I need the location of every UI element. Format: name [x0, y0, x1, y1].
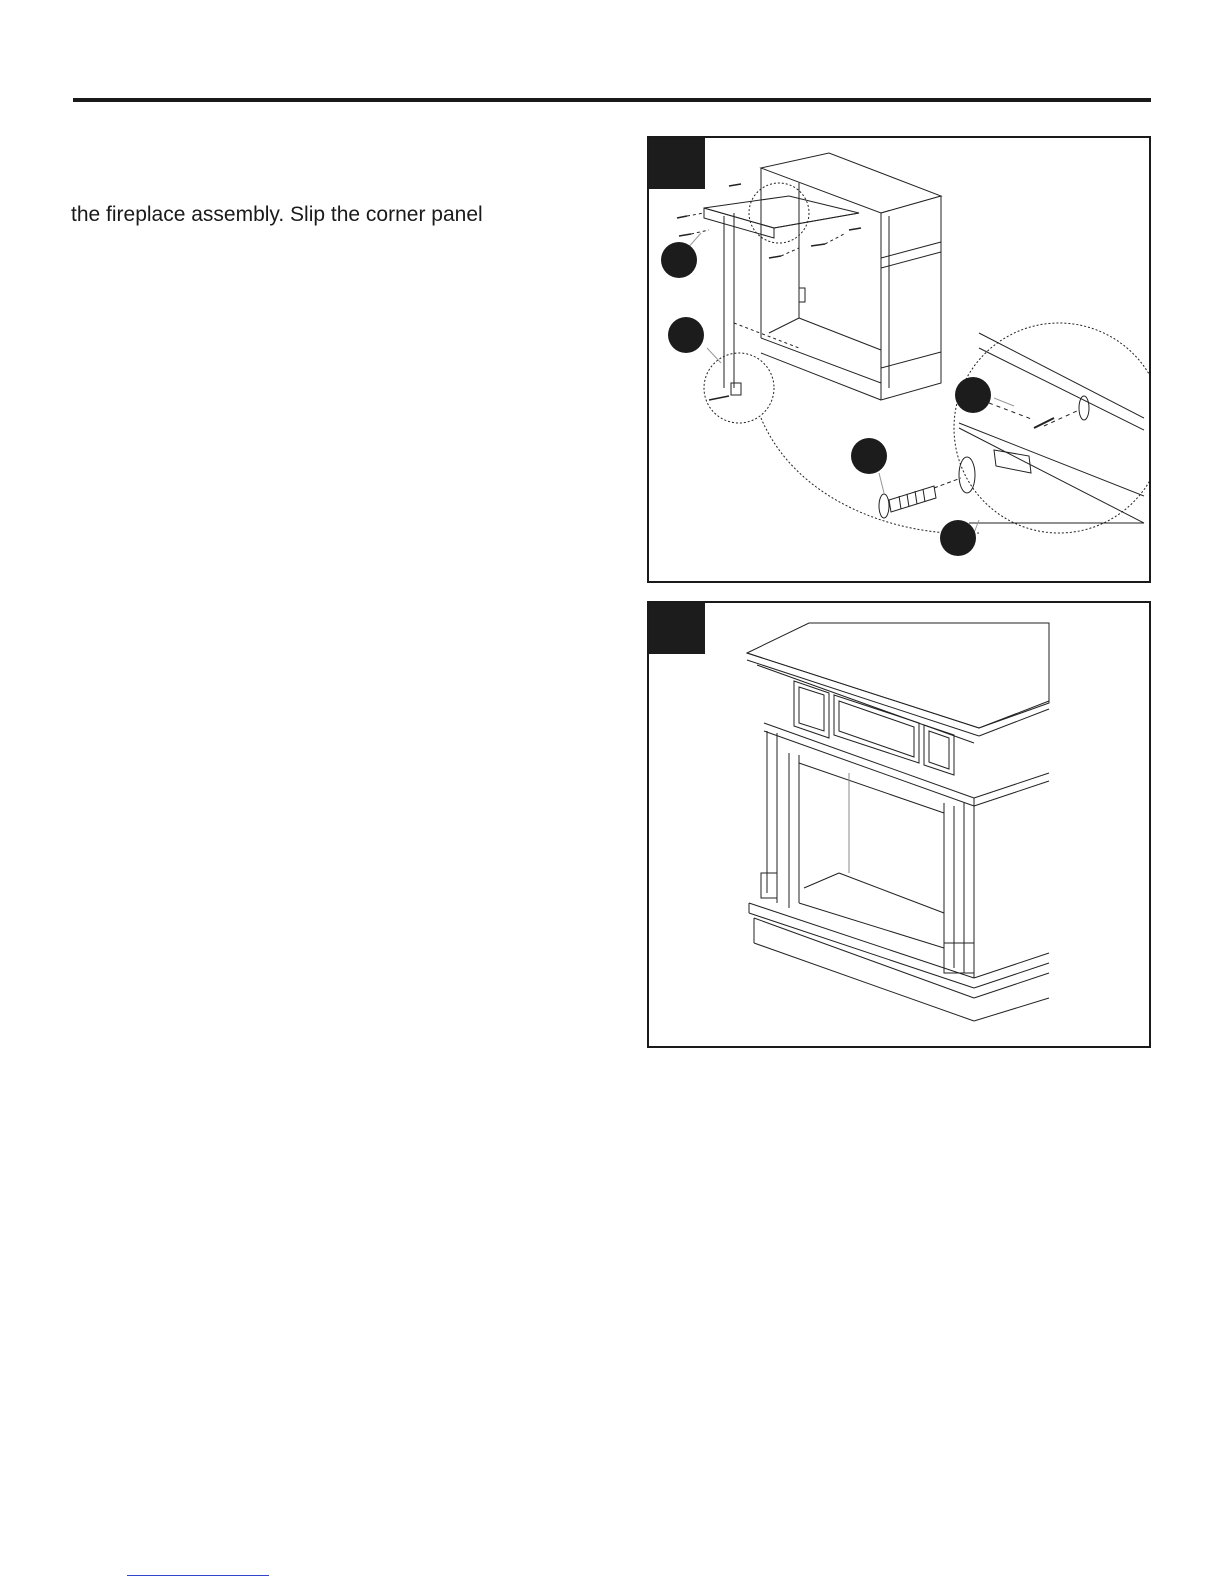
detail-circle-bottom: [704, 353, 774, 423]
callout-3: [955, 377, 991, 413]
zoom-hole: [1079, 396, 1089, 420]
bracket-small: [731, 383, 741, 395]
figure-2-assembled-fireplace: [647, 601, 1151, 1048]
assembled-fireplace-mantel: [649, 603, 1149, 1046]
exploded-assembly-diagram: [649, 138, 1149, 581]
callout-1: [661, 242, 697, 278]
figure-1-exploded-assembly: [647, 136, 1151, 583]
detail-circle-top: [749, 183, 809, 243]
zoom-bracket: [994, 450, 1031, 473]
callout-5: [940, 520, 976, 556]
callout-4: [851, 438, 887, 474]
plinth: [749, 903, 1049, 1021]
header-rule: [73, 98, 1151, 102]
callout-2: [668, 317, 704, 353]
mantel-top: [747, 623, 1049, 743]
fireplace-frame: [761, 723, 1049, 978]
instruction-text: the fireplace assembly. Slip the corner panel: [71, 203, 483, 226]
footer-link-underline[interactable]: [127, 1575, 269, 1576]
large-screw: [879, 486, 936, 518]
frieze-panels: [794, 681, 954, 775]
washer: [959, 457, 975, 493]
zoom-detail-circle: [954, 323, 1149, 533]
cabinet-body: [704, 153, 941, 400]
